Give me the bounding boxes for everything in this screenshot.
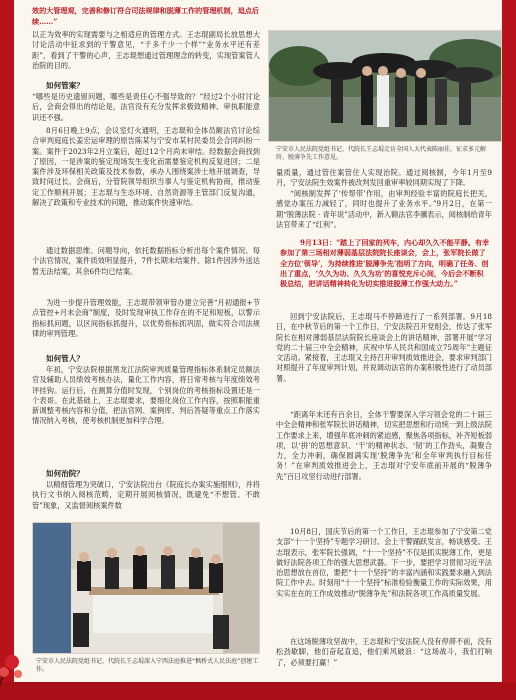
right-paragraph-6: 在这场脱薄攻坚战中，王志琨和宁安法院人没有停滞不前，没有松劲歇脚，他们奋起直追，他们乘风破浪：“这场战斗，我们打响了，必须要打赢！”	[276, 637, 492, 667]
quote-block	[280, 238, 490, 289]
left-paragraph-4: 通过数据思维、问题导向，依托数据指标分析出每个案件情况、每个法官情况，案件质效明显提升，7件长期未结案件、除1件因涉外送达暂无法结案，其余6件均已结案。	[32, 246, 260, 276]
photo-meeting	[32, 522, 260, 654]
photo-visit	[268, 30, 502, 142]
heading-manage-people: 如何管人？	[46, 354, 84, 363]
left-paragraph-5: 为进一步提升管理效能，王志琨带领审管办建立完善“月初通报+节点管控+月末会商”制度，及时发现审执工作存在的不足和短板，以警示指标抓问题，以区间指标抓提升，以优势指标抓巩固，做实符合司法规律的审判管理。	[32, 298, 260, 338]
heading-govern-court: 如何治院？	[46, 469, 84, 478]
left-paragraph-2: “哪些是历史遗留问题，哪些是责任心不强导致的？”经过2个小时讨论后，会商会得出的结论是，法官没有充分发挥求极致精神、审执职能意识还不强。	[32, 92, 260, 122]
caption-bottom-left: 宁安市人民法院党组书记、代院长王志琨深入宁西法庭推进“枫桥式人民法庭”创建工作。	[36, 658, 259, 674]
right-paragraph-1: 量质量，通过管住案管住人实现治院。通过阅核制，今年1月至9月，宁安法院生效案件被改判发回重审率较同期实现了下降。	[276, 168, 492, 188]
left-paragraph-7: 以精细管理为突破口，宁安法院出台《院庭长办案实施细则》，并将执行文书纳入阅核范畴，定期开展阅核情况，既避免“不想管、不敢管”现象，又监督阅核案件数	[32, 480, 260, 510]
footer-band	[0, 682, 516, 700]
quote-date: 9月13日：	[300, 238, 337, 247]
intro-continuation: 效的大管理观，完善和修订符合司法规律和脱薄工作的管理机制，追点后续……”	[32, 6, 259, 26]
left-paragraph-3: 8月6日晚上9点，会议室灯火通明，王志琨和全体员额法官讨论综合审判庭庭长姜宏运审理的原告陈某与宁安市某村民委员会合同纠纷一案。案件于2023年2月立案后，超过12个月尚未审结。经数据会商找到了原因，一是涉案的鉴定现场发生变化而需要鉴定机构反复进回；二是案件涉及环保相关政策及技术参数，承办人围绕案涉土地开展调查，导致时间过长。会商后，分管院领导组织当事人与鉴定机构协商，推动鉴定工作顺利开展；王志琨与生态环境、自然资源等主管部门反复沟通，解决了政策和专业技术的问题，推动案件快速审结。	[32, 126, 260, 208]
flower-ornament-icon	[0, 650, 28, 692]
quote-text: “踏上了回家的列车，内心却久久不能平静。有幸参加了第三场相对薄弱基层法院院长座谈会，会上，张军院长做了全方位‘领导’，为持续推进‘脱薄争先’指明了方向，明确了任务、创出了重点，‘久久为功、久久为功’的喜悦充斥心间，今后会不断积极总结，把讲话精神转化为切实推进脱薄工作强大动力。”	[280, 238, 490, 289]
page-paper	[14, 0, 502, 700]
umbrella-group-image	[269, 31, 502, 142]
right-paragraph-4: “距离年末还有百余日，全体干警要深入学习领会党的二十届三中全会精神和张军院长讲话精神，切实把思想和行动统一到上级法院工作要求上来，增强年底冲刺的紧迫感，聚焦各项指标，补齐短板弱项，以‘拼’的思想意识、‘干’的精神状态、‘韧’的工作劲头，凝聚合力，全力冲刺，确保圆满实现‘脱薄争先’和全年审判执行目标任务！”在审判质效推进会上，王志琨对宁安年底前开展的“脱薄争先”百日攻坚行动进行部署。	[276, 410, 492, 481]
caption-top-right: 宁安市人民法院党组书记、代院长王志琨走访全国人大代表陈丽佳，征求多元解纷、脱薄争先工作意见。	[276, 146, 487, 162]
right-paragraph-5: 10月8日，国庆节后的第一个工作日，王志琨参加了宁安第二党支部“十一个坚持”专题学习研讨。会上干警踊跃发言，畅谈感受。王志琨表示，张军院长强调，“十一个坚持”不仅是抓实脱薄工作，更是做好法院各项工作的强大思想武器。下一步，要把学习贯彻习近平法治思想放在首位，要把“十一个坚持”的丰富内涵和实践要求融入到法院工作中去。时刻用“十一个坚持”标准检验衡量工作的实际效果，用实实在在的工作成效推动“脱薄争先”和法院各项工作高质量发展。	[276, 527, 492, 598]
meeting-room-image	[33, 523, 260, 654]
right-paragraph-3: 回到宁安法院后，王志琨马不停蹄进行了一系列部署。9月18日，在中秋节后的第一个工作日，宁安法院召开党组会，传达了张军院长在相对薄弱基层法院院长座谈会上的讲话精神，部署开展“学习党的二十届三中全会精神，庆祝中华人民共和国成立75周年”主题征文活动。紧接着，王志琨又主持召开审判质效推进会，要求审判部门对照提升了年度审判计划，并说调动法官的办案积极性进行了动员部署。	[276, 312, 492, 383]
left-paragraph-6: 年初，宁安法院根据黑龙江法院审判质量管理指标体系制定员额法官及辅助人员绩效考核办法，量化工作内容，将日常考核与年度绩效考评挂钩。运行后，在测算分值时发现，个别岗位的考核指标设置还是一个表哥。在此基础上，王志琨要求，要细化岗位工作内容，按照职能重新调整考核内容和分值，把法官网、案例库、判后答疑等重点工作落实情况纳入考核，使考核机制更加科学合理。	[32, 365, 260, 426]
right-paragraph-2: “阅核制发挥了‘传帮带’作用，由审判经验丰富的院庭长把关，感觉办案压力减轻了，同时也提升了业务水平。”9月2日，在第一期“脱薄法院 · 青年说”活动中，新入额法官李骥表示，阅核制给青年法官带来了“红利”。	[276, 189, 492, 229]
left-paragraph-1: 以正为效率的实现需要与之相适应的管理方式。王志琨副局长放思想大讨论活动中征求到的干警意见，“千多千少一个样”“业务水平还有差距”，看到了干警的心声，王志琨想通过管理理念的转变，实现管案管人治院的目的。	[32, 30, 260, 70]
heading-manage-cases: 如何管案？	[46, 81, 84, 90]
